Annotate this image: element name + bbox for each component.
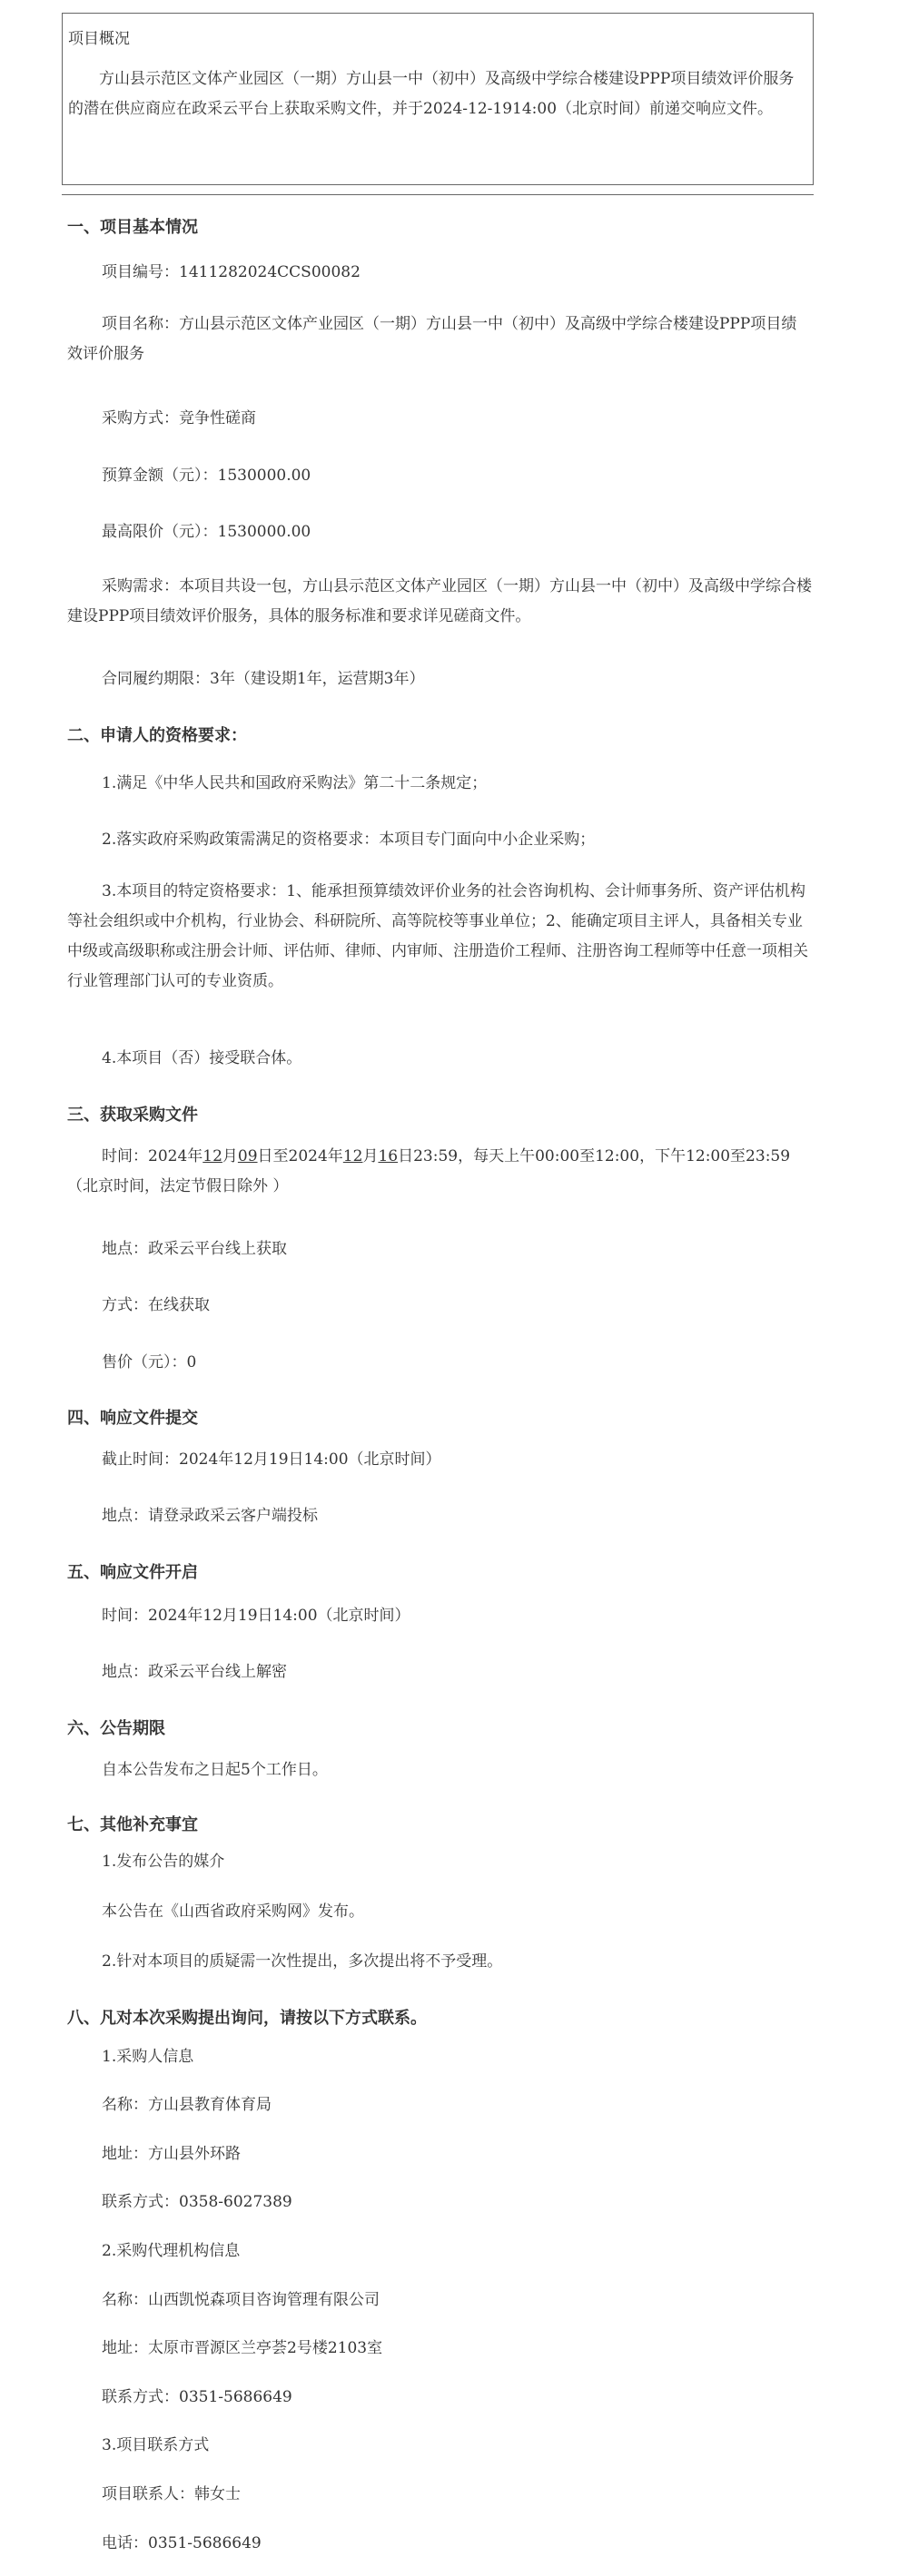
buyer-info-title: 1.采购人信息 (102, 2048, 194, 2066)
qualification-item-3: 3.本项目的特定资格要求：1、能承担预算绩效评价业务的社会咨询机构、会计师事务所、资产评估机构等社会组织或中介机构，行业协会、科研院所、高等院校等事业单位；2、能确定项目主评人，具备相关专业中级或高级职称或注册会计师、评估师、律师、内审师、注册造价工程师、注册咨询工程师等中任意一项相关行业管理部门认可的专业资质。 (67, 882, 808, 990)
opening-place: 地点：政采云平台线上解密 (102, 1663, 287, 1681)
project-number: 项目编号：1411282024CCS00082 (102, 263, 361, 281)
qualification-item-2: 2.落实政府采购政策需满足的资格要求：本项目专门面向中小企业采购； (102, 831, 596, 849)
buyer-address: 地址：方山县外环路 (102, 2145, 241, 2163)
section-2-heading: 二、申请人的资格要求： (67, 726, 247, 745)
document-obtain-way: 方式：在线获取 (102, 1296, 210, 1314)
procurement-demand: 采购需求：本项目共设一包，方山县示范区文体产业园区（一期）方山县一中（初中）及高级中学综合楼建设PPP项目绩效评价服务，具体的服务标准和要求详见磋商文件。 (67, 577, 812, 625)
contact-person: 项目联系人：韩女士 (102, 2485, 241, 2503)
contact-phone: 电话：0351-5686649 (102, 2534, 262, 2552)
submission-place: 地点：请登录政采云客户端投标 (102, 1507, 318, 1525)
agent-phone: 联系方式：0351-5686649 (102, 2388, 292, 2406)
budget-amount: 预算金额（元）：1530000.00 (102, 467, 311, 485)
document-price: 售价（元）：0 (102, 1353, 197, 1372)
section-6-heading: 六、公告期限 (67, 1719, 165, 1738)
submission-deadline: 截止时间：2024年12月19日14:00（北京时间） (102, 1450, 441, 1469)
section-4-heading: 四、响应文件提交 (67, 1409, 198, 1428)
buyer-phone: 联系方式：0358-6027389 (102, 2193, 292, 2211)
opening-time: 时间：2024年12月19日14:00（北京时间） (102, 1607, 410, 1625)
supplement-item-1: 1.发布公告的媒介 (102, 1853, 225, 1871)
contact-info-title: 3.项目联系方式 (102, 2436, 210, 2454)
section-3-heading: 三、获取采购文件 (67, 1106, 198, 1125)
max-price: 最高限价（元）：1530000.00 (102, 523, 311, 541)
overview-text: 方山县示范区文体产业园区（一期）方山县一中（初中）及高级中学综合楼建设PPP项目绩效评价服务的潜在供应商应在政采云平台上获取采购文件，并于2024-12-1914:00（北京时间）前递交响应文件。 (68, 70, 795, 118)
qualification-item-4: 4.本项目（否）接受联合体。 (102, 1049, 302, 1067)
notice-period: 自本公告发布之日起5个工作日。 (102, 1761, 328, 1779)
divider (62, 194, 814, 195)
supplement-item-2: 2.针对本项目的质疑需一次性提出，多次提出将不予受理。 (102, 1952, 503, 1971)
agent-address: 地址：太原市晋源区兰亭荟2号楼2103室 (102, 2339, 383, 2357)
section-7-heading: 七、其他补充事宜 (67, 1815, 198, 1834)
qualification-item-1: 1.满足《中华人民共和国政府采购法》第二十二条规定； (102, 774, 488, 792)
procurement-method: 采购方式：竞争性磋商 (102, 409, 256, 428)
project-overview-box (62, 13, 814, 185)
supplement-item-1-text: 本公告在《山西省政府采购网》发布。 (102, 1903, 364, 1921)
document-obtain-time: 时间：2024年12月09日至2024年12月16日23:59，每天上午00:00至12:00，下午12:00至23:59（北京时间，法定节假日除外 ） (67, 1147, 791, 1195)
section-8-heading: 八、凡对本次采购提出询问，请按以下方式联系。 (67, 2009, 427, 2028)
agent-name: 名称：山西凯悦森项目咨询管理有限公司 (102, 2291, 380, 2309)
project-name: 项目名称：方山县示范区文体产业园区（一期）方山县一中（初中）及高级中学综合楼建设PPP项目绩效评价服务 (67, 315, 797, 363)
agent-info-title: 2.采购代理机构信息 (102, 2242, 241, 2260)
section-1-heading: 一、项目基本情况 (67, 218, 198, 237)
document-obtain-place: 地点：政采云平台线上获取 (102, 1240, 287, 1258)
section-5-heading: 五、响应文件开启 (67, 1563, 198, 1582)
contract-period: 合同履约期限：3年（建设期1年，运营期3年） (102, 670, 425, 688)
buyer-name: 名称：方山县教育体育局 (102, 2096, 272, 2114)
overview-title: 项目概况 (68, 30, 130, 48)
